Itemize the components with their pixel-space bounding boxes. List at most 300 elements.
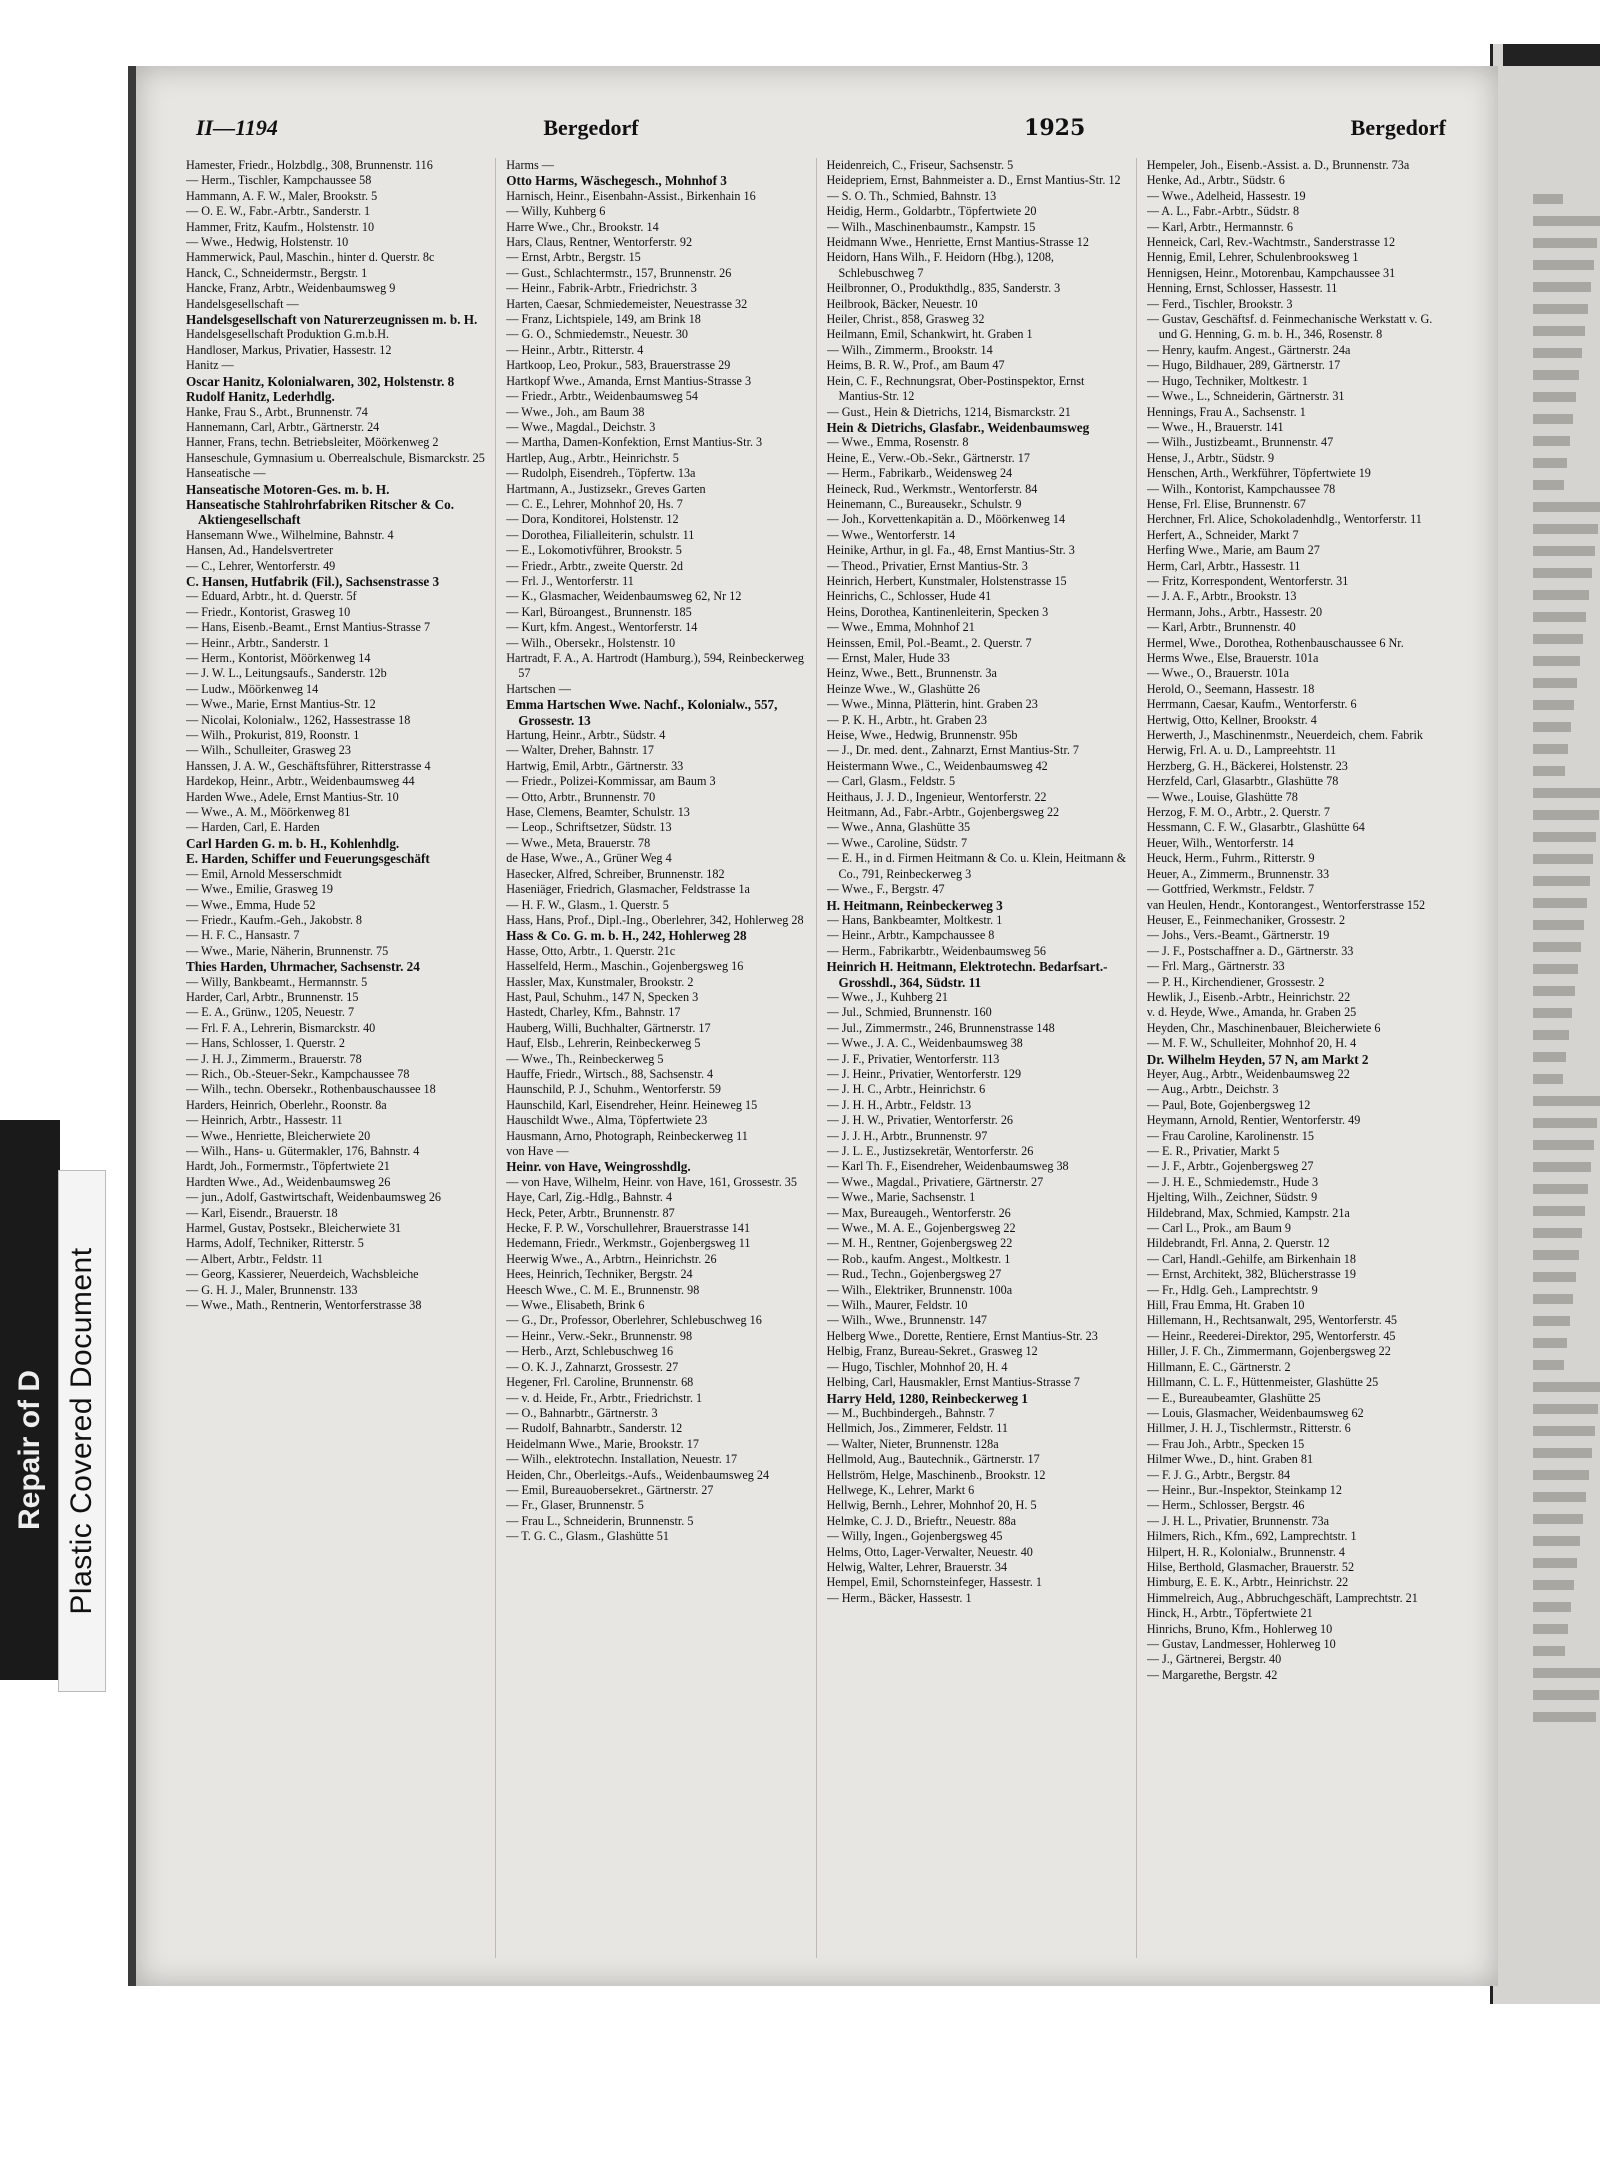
directory-entry: Heinrichs, C., Schlosser, Hude 41: [826, 589, 992, 604]
directory-entry: — J. W. L., Leitungsaufs., Sanderstr. 12b: [186, 666, 387, 681]
directory-entry: — Ferd., Tischler, Brookstr. 3: [1146, 296, 1293, 311]
directory-entry: Hase, Clemens, Beamter, Schulstr. 13: [506, 805, 690, 820]
directory-entry: Himmelreich, Aug., Abbruchgeschäft, Lamprechtstr. 21: [1146, 1590, 1418, 1605]
directory-entry: — Herm., Fabrikarb., Weidensweg 24: [826, 466, 1013, 481]
directory-entry: — Rich., Ob.-Steuer-Sekr., Kampchaussee 78: [186, 1066, 410, 1081]
directory-columns: [186, 158, 1456, 1958]
directory-entry: — O. E. W., Fabr.-Arbtr., Sanderstr. 1: [186, 204, 371, 219]
directory-entry: Harre Wwe., Chr., Brookstr. 14: [506, 219, 659, 234]
directory-entry: — Wwe., Math., Rentnerin, Wentorferstrasse 38: [186, 1298, 422, 1313]
facing-page-line: [1533, 1250, 1579, 1260]
directory-entry: — Georg, Kassierer, Neuerdeich, Wachsbleiche: [186, 1267, 419, 1282]
directory-entry: Henschen, Arth., Werkführer, Töpfertwiete 19: [1146, 466, 1371, 481]
directory-entry: Heinssen, Emil, Pol.-Beamt., 2. Querstr. 7: [826, 635, 1032, 650]
facing-page-line: [1533, 370, 1579, 380]
directory-entry: — O., Bahnarbtr., Gärtnerstr. 3: [506, 1405, 658, 1420]
directory-entry: Hammann, A. F. W., Maler, Brookstr. 5: [186, 188, 378, 203]
directory-entry: — Rud., Techn., Gojenbergsweg 27: [826, 1267, 1002, 1282]
directory-entry: — Dora, Konditorei, Holstenstr. 12: [506, 512, 679, 527]
directory-entry: Hardekop, Heinr., Arbtr., Weidenbaumsweg 44: [186, 774, 415, 789]
directory-entry: Hempeler, Joh., Eisenb.-Assist. a. D., Brunnenstr. 73a: [1146, 158, 1410, 172]
directory-entry: Hauf, Elsb., Lehrerin, Reinbeckerweg 5: [506, 1036, 701, 1051]
facing-page-line: [1533, 1052, 1566, 1062]
directory-entry: Hass, Hans, Prof., Dipl.-Ing., Oberlehrer, 342, Hohlerweg 28: [506, 912, 804, 927]
directory-entry: — Hugo, Bildhauer, 289, Gärtnerstr. 17: [1146, 358, 1341, 373]
directory-entry: — Herm., Kontorist, Möörkenweg 14: [186, 651, 371, 665]
directory-entry: — Wwe., A. M., Möörkenweg 81: [186, 805, 351, 820]
directory-column-2: [506, 158, 816, 1958]
directory-entry: — von Have, Wilhelm, Heinr. von Have, 161, Grossestr. 35: [506, 1174, 797, 1189]
directory-entry: — Wilh., techn. Obersekr., Rothenbauschaussee 18: [186, 1082, 436, 1097]
directory-entry: — Herm., Schlosser, Bergstr. 46: [1146, 1498, 1305, 1513]
directory-entry: Herzfeld, Carl, Glasarbtr., Glashütte 78: [1146, 774, 1339, 789]
directory-entry: Hanseatische —: [186, 466, 266, 481]
directory-entry: Hamester, Friedr., Holzbdlg., 308, Brunnenstr. 116: [186, 158, 433, 172]
directory-entry: — Heinr., Reederei-Direktor, 295, Wentorferstr. 45: [1146, 1328, 1396, 1343]
facing-page-line: [1533, 326, 1585, 336]
directory-entry: C. Hansen, Hutfabrik (Fil.), Sachsenstrasse 3: [186, 573, 440, 589]
directory-column-3: [827, 158, 1137, 1958]
directory-entry: — H. F. C., Hansastr. 7: [186, 928, 300, 943]
directory-entry: Heilbrook, Bäcker, Neuestr. 10: [826, 296, 978, 311]
facing-page-line: [1533, 1646, 1565, 1656]
directory-entry: — Wwe., Hedwig, Holstenstr. 10: [186, 235, 349, 250]
directory-entry: — Wilh., Prokurist, 819, Roonstr. 1: [186, 728, 360, 743]
directory-entry: — Friedr., Polizei-Kommissar, am Baum 3: [506, 774, 716, 789]
directory-entry: Hilpert, H. R., Kolonialw., Brunnenstr. 4: [1146, 1544, 1346, 1559]
directory-entry: Heidenreich, C., Friseur, Sachsenstr. 5: [826, 158, 1014, 172]
facing-page-line: [1533, 876, 1590, 886]
directory-entry: — Gottfried, Werkmstr., Feldstr. 7: [1146, 882, 1315, 897]
directory-entry: Heinz, Wwe., Bett., Brunnenstr. 3a: [826, 666, 997, 681]
directory-entry: — Wilh., Kontorist, Kampchaussee 78: [1146, 481, 1336, 496]
plastic-covered-text: Plastic Covered Document: [65, 1247, 98, 1615]
facing-page-line: [1533, 1514, 1583, 1524]
directory-entry: — F. J. G., Arbtr., Bergstr. 84: [1146, 1467, 1291, 1482]
directory-entry: Hellström, Helge, Maschinenb., Brookstr. 12: [826, 1467, 1046, 1482]
directory-entry: — Wwe., M. A. E., Gojenbergsweg 22: [826, 1221, 1016, 1236]
directory-entry: Heyden, Chr., Maschinenbauer, Bleicherwiete 6: [1146, 1020, 1381, 1035]
directory-entry: — Carl, Glasm., Feldstr. 5: [826, 774, 956, 789]
directory-entry: Heuer, Wilh., Wentorferstr. 14: [1146, 835, 1294, 850]
facing-page-line: [1533, 502, 1600, 512]
directory-entry: — Herm., Tischler, Kampchaussee 58: [186, 173, 372, 188]
directory-entry: Hessmann, C. F. W., Glasarbtr., Glashütte 64: [1146, 820, 1365, 835]
directory-entry: — J. H. C., Arbtr., Heinrichstr. 6: [826, 1082, 986, 1097]
directory-entry: — Friedr., Kaufm.-Geh., Jakobstr. 8: [186, 912, 363, 927]
facing-page-line: [1533, 1272, 1576, 1282]
directory-entry: Helbing, Carl, Hausmakler, Ernst Mantius-Strasse 7: [826, 1375, 1080, 1390]
directory-entry: — jun., Adolf, Gastwirtschaft, Weidenbaumsweg 26: [186, 1190, 442, 1205]
directory-entry: — Johs., Vers.-Beamt., Gärtnerstr. 19: [1146, 928, 1330, 943]
directory-entry: — Hugo, Techniker, Moltkestr. 1: [1146, 373, 1308, 388]
facing-page-line: [1533, 942, 1581, 952]
facing-page-line: [1533, 216, 1600, 226]
directory-entry: Heymann, Arnold, Rentier, Wentorferstr. 49: [1146, 1113, 1361, 1128]
directory-entry: Heinrich H. Heitmann, Elektrotechn. Bedarfsart.-Grosshdl., 364, Südstr. 11: [826, 959, 1108, 990]
directory-entry: — Friedr., Arbtr., Weidenbaumsweg 54: [506, 389, 698, 404]
directory-entry: Heerwig Wwe., A., Arbtrn., Heinrichstr. 26: [506, 1251, 717, 1266]
directory-entry: — G. O., Schmiedemstr., Neuestr. 30: [506, 327, 689, 342]
directory-entry: Hermann, Johs., Arbtr., Hassestr. 20: [1146, 604, 1323, 619]
directory-entry: Handelsgesellschaft Produktion G.m.b.H.: [186, 327, 390, 342]
facing-page-line: [1533, 1690, 1599, 1700]
directory-entry: — J. H. L., Privatier, Brunnenstr. 73a: [1146, 1513, 1330, 1528]
directory-entry: — O. K. J., Zahnarzt, Grossestr. 27: [506, 1359, 679, 1374]
directory-entry: Harms, Adolf, Techniker, Ritterstr. 5: [186, 1236, 364, 1251]
facing-page-line: [1533, 1602, 1571, 1612]
directory-column-1: [186, 158, 496, 1958]
page-number: II—1194: [196, 115, 278, 140]
directory-entry: Hecke, F. P. W., Vorschullehrer, Brauerstrasse 141: [506, 1221, 751, 1236]
directory-entry: Herzberg, G. H., Bäckerei, Holstenstr. 23: [1146, 758, 1348, 773]
directory-entry: — Hugo, Tischler, Mohnhof 20, H. 4: [826, 1359, 1008, 1374]
directory-entry: Heidmann Wwe., Henriette, Ernst Mantius-Strasse 12: [826, 235, 1089, 250]
directory-entry: Haseniäger, Friedrich, Glasmacher, Feldstrasse 1a: [506, 882, 750, 897]
facing-page-line: [1533, 1558, 1577, 1568]
directory-entry: — Karl, Büroangest., Brunnenstr. 185: [506, 604, 692, 619]
directory-entry: Hinck, H., Arbtr., Töpfertwiete 21: [1146, 1606, 1313, 1621]
directory-entry: — Carl, Handl.-Gehilfe, am Birkenhain 18: [1146, 1251, 1356, 1266]
facing-page-line: [1533, 1470, 1589, 1480]
directory-entry: — J. H. E., Schmiedemstr., Hude 3: [1146, 1174, 1319, 1189]
facing-page-line: [1533, 1008, 1572, 1018]
header-place-right: Bergedorf: [1350, 115, 1446, 140]
facing-page-line: [1533, 986, 1575, 996]
directory-entry: Hilmers, Rich., Kfm., 692, Lamprechtstr. 1: [1146, 1529, 1357, 1544]
directory-entry: — Hans, Bankbeamter, Moltkestr. 1: [826, 912, 1003, 927]
directory-entry: Heidelmann Wwe., Marie, Brookstr. 17: [506, 1436, 699, 1451]
facing-page-line: [1533, 1404, 1598, 1414]
directory-entry: — Wwe., Henriette, Bleicherwiete 20: [186, 1128, 371, 1143]
facing-page-line: [1533, 612, 1586, 622]
facing-page-line: [1533, 1140, 1594, 1150]
directory-entry: Hansen, Ad., Handelsvertreter: [186, 543, 334, 558]
directory-entry: — Willy, Kuhberg 6: [506, 204, 606, 219]
facing-page-line: [1533, 480, 1564, 490]
directory-entry: Herrmann, Caesar, Kaufm., Wentorferstr. 6: [1146, 697, 1357, 712]
directory-entry: Rudolf Hanitz, Lederhdlg.: [186, 389, 335, 405]
directory-entry: Haunschild, P. J., Schuhm., Wentorferstr. 59: [506, 1082, 722, 1097]
directory-entry: — Herm., Fabrikarbtr., Weidenbaumsweg 56: [826, 943, 1046, 958]
directory-entry: — Frl. F. A., Lehrerin, Bismarckstr. 40: [186, 1020, 376, 1035]
directory-entry: — Wwe., Emma, Rosenstr. 8: [826, 435, 969, 450]
directory-entry: Henneick, Carl, Rev.-Wachtmstr., Sanderstrasse 12: [1146, 235, 1396, 250]
facing-page-line: [1533, 194, 1563, 204]
directory-entry: Emma Hartschen Wwe. Nachf., Kolonialw., 557, Grossestr. 13: [506, 697, 778, 728]
directory-entry: Heitmann, Ad., Fabr.-Arbtr., Gojenbergsweg 22: [826, 805, 1060, 820]
directory-entry: — Wwe., H., Brauerstr. 141: [1146, 419, 1284, 434]
facing-page-line: [1533, 1492, 1586, 1502]
directory-entry: Heine, E., Verw.-Ob.-Sekr., Gärtnerstr. 17: [826, 450, 1030, 465]
directory-entry: Hanitz —: [186, 358, 234, 373]
facing-page-line: [1533, 436, 1570, 446]
directory-entry: — Wwe., Minna, Plätterin, hint. Graben 23: [826, 697, 1038, 712]
directory-entry: Hartung, Heinr., Arbtr., Südstr. 4: [506, 728, 666, 743]
directory-entry: — Herb., Arzt, Schlebuschweg 16: [506, 1344, 674, 1359]
facing-page-line: [1533, 1316, 1570, 1326]
directory-entry: Hausmann, Arno, Photograph, Reinbeckerweg 11: [506, 1128, 748, 1143]
directory-entry: Hense, J., Arbtr., Südstr. 9: [1146, 450, 1275, 465]
facing-page-line: [1533, 414, 1573, 424]
directory-entry: — J. A. F., Arbtr., Brookstr. 13: [1146, 589, 1297, 604]
directory-entry: Helms, Otto, Lager-Verwalter, Neuestr. 40: [826, 1544, 1033, 1559]
directory-entry: Hasecker, Alfred, Schreiber, Brunnenstr. 182: [506, 866, 725, 881]
directory-entry: Harder, Carl, Arbtr., Brunnenstr. 15: [186, 989, 359, 1004]
directory-entry: — Wwe., Caroline, Südstr. 7: [826, 835, 968, 850]
directory-entry: Hein & Dietrichs, Glasfabr., Weidenbaumsweg: [826, 419, 1090, 435]
facing-page-line: [1533, 1360, 1564, 1370]
directory-entry: Harten, Caesar, Schmiedemeister, Neuestrasse 32: [506, 296, 748, 311]
directory-entry: — E. R., Privatier, Markt 5: [1146, 1144, 1280, 1158]
directory-entry: — J. H. J., Zimmerm., Brauerstr. 78: [186, 1051, 362, 1066]
facing-page-line: [1533, 1118, 1597, 1128]
directory-entry: Hassler, Max, Kunstmaler, Brookstr. 2: [506, 974, 694, 989]
directory-entry: Herfing Wwe., Marie, am Baum 27: [1146, 543, 1320, 558]
directory-entry: Hense, Frl. Elise, Brunnenstr. 67: [1146, 496, 1306, 511]
directory-entry: Hartmann, A., Justizsekr., Greves Garten: [506, 481, 706, 496]
facing-page-line: [1533, 1668, 1600, 1678]
directory-entry: Herold, O., Seemann, Hassestr. 18: [1146, 681, 1315, 696]
directory-entry: Hillmann, C. L. F., Hüttenmeister, Glashütte 25: [1146, 1375, 1379, 1390]
directory-entry: Hildebrandt, Frl. Anna, 2. Querstr. 12: [1146, 1236, 1330, 1251]
directory-entry: — J. J. H., Arbtr., Brunnenstr. 97: [826, 1128, 988, 1143]
directory-entry: — Karl, Eisendr., Brauerstr. 18: [186, 1205, 338, 1220]
directory-entry: Hastedt, Charley, Kfm., Bahnstr. 17: [506, 1005, 681, 1020]
directory-entry: Heims, B. R. W., Prof., am Baum 47: [826, 358, 1005, 373]
directory-entry: — Ernst, Maler, Hude 33: [826, 651, 950, 665]
directory-entry: Hill, Frau Emma, Ht. Graben 10: [1146, 1298, 1305, 1313]
directory-entry: — Frau Joh., Arbtr., Specken 15: [1146, 1436, 1305, 1451]
directory-entry: Herwig, Frl. A. u. D., Lampreehtstr. 11: [1146, 743, 1337, 758]
directory-entry: — Willy, Ingen., Gojenbergsweg 45: [826, 1529, 1003, 1544]
directory-entry: Heidorn, Hans Wilh., F. Heidorn (Hbg.), 1208, Schlebuschweg 7: [826, 250, 1054, 280]
directory-entry: Hanseschule, Gymnasium u. Oberrealschule, Bismarckstr. 25: [186, 450, 485, 465]
directory-entry: — Kurt, kfm. Angest., Wentorferstr. 14: [506, 620, 698, 635]
directory-entry: Heesch Wwe., C. M. E., Brunnenstr. 98: [506, 1282, 700, 1297]
directory-entry: Hars, Claus, Rentner, Wentorferstr. 92: [506, 235, 693, 250]
directory-entry: — Friedr., Kontorist, Grasweg 10: [186, 604, 351, 619]
facing-page-text-lines: [1533, 194, 1600, 1734]
directory-entry: Hass & Co. G. m. b. H., 242, Hohlerweg 28: [506, 928, 747, 944]
directory-entry: — Karl Th. F., Eisendreher, Weidenbaumsweg 38: [826, 1159, 1069, 1174]
facing-page-line: [1533, 700, 1574, 710]
facing-page-line: [1533, 1712, 1596, 1722]
directory-entry: — Wwe., J. A. C., Weidenbaumsweg 38: [826, 1036, 1023, 1051]
directory-entry: — P. H., Kirchendiener, Grossestr. 2: [1146, 974, 1325, 989]
directory-entry: — Wwe., Marie, Näherin, Brunnenstr. 75: [186, 943, 389, 958]
directory-entry: Heinrich, Herbert, Kunstmaler, Holstenstrasse 15: [826, 573, 1067, 588]
facing-page-line: [1533, 766, 1565, 776]
directory-entry: — Jul., Schmied, Brunnenstr. 160: [826, 1005, 992, 1020]
directory-entry: Heck, Peter, Arbtr., Brunnenstr. 87: [506, 1205, 675, 1220]
directory-entry: — Walter, Nieter, Brunnenstr. 128a: [826, 1436, 999, 1451]
directory-entry: — Heinr., Bur.-Inspektor, Steinkamp 12: [1146, 1482, 1342, 1497]
directory-entry: — E., Lokomotivführer, Brookstr. 5: [506, 543, 682, 558]
facing-page-line: [1533, 546, 1595, 556]
directory-entry: Hasselfeld, Herm., Maschin., Gojenbergsweg 16: [506, 959, 744, 974]
directory-entry: Hees, Heinrich, Techniker, Bergstr. 24: [506, 1267, 693, 1282]
directory-entry: — Heinr., Arbtr., Kampchaussee 8: [826, 928, 995, 943]
directory-entry: — Wwe., Anna, Glashütte 35: [826, 820, 971, 835]
directory-entry: — Wilh., Hans- u. Gütermakler, 176, Bahnstr. 4: [186, 1144, 420, 1158]
directory-entry: Heineck, Rud., Werkmstr., Wentorferstr. 84: [826, 481, 1038, 496]
directory-entry: — Ernst, Arbtr., Bergstr. 15: [506, 250, 641, 265]
directory-entry: Hegener, Frl. Caroline, Brunnenstr. 68: [506, 1375, 694, 1390]
directory-entry: Hardt, Joh., Formermstr., Töpfertwiete 21: [186, 1159, 390, 1174]
directory-entry: — Heinr., Arbtr., Ritterstr. 4: [506, 342, 644, 357]
directory-entry: Helmke, C. J. D., Brieftr., Neuestr. 88a: [826, 1513, 1017, 1528]
facing-page-line: [1533, 1448, 1592, 1458]
directory-entry: Hannemann, Carl, Arbtr., Gärtnerstr. 24: [186, 419, 380, 434]
directory-entry: — Louis, Glasmacher, Weidenbaumsweg 62: [1146, 1405, 1364, 1420]
page-header: [196, 110, 1446, 146]
directory-entry: Heidepriem, Ernst, Bahnmeister a. D., Ernst Mantius-Str. 12: [826, 173, 1121, 188]
directory-entry: — Hans, Schlosser, 1. Querstr. 2: [186, 1036, 345, 1051]
directory-entry: — Gustav, Geschäftsf. d. Feinmechanische Werkstatt v. G. und G. Henning, G. m. b. H., 346, Rosenstr. 8: [1146, 312, 1433, 342]
directory-entry: Hellwege, K., Lehrer, Markt 6: [826, 1482, 975, 1497]
directory-entry: Hjelting, Wilh., Zeichner, Südstr. 9: [1146, 1190, 1318, 1205]
directory-entry: Hennigsen, Heinr., Motorenbau, Kampchaussee 31: [1146, 265, 1396, 280]
directory-entry: Handelsgesellschaft —: [186, 296, 299, 311]
directory-entry: Carl Harden G. m. b. H., Kohlenhdlg.: [186, 835, 400, 851]
header-year: 1925: [1024, 115, 1086, 141]
directory-entry: Heise, Wwe., Hedwig, Brunnenstr. 95b: [826, 728, 1018, 743]
directory-entry: Hanssen, J. A. W., Geschäftsführer, Ritterstrasse 4: [186, 758, 431, 773]
directory-column-4: [1147, 158, 1456, 1958]
directory-entry: Hertwig, Otto, Kellner, Brookstr. 4: [1146, 712, 1317, 727]
directory-entry: — Wilh., Wwe., Brunnenstr. 147: [826, 1313, 988, 1328]
facing-page-line: [1533, 238, 1597, 248]
directory-entry: Hermel, Wwe., Dorothea, Rothenbauschaussee 6 Nr.: [1146, 635, 1404, 650]
directory-entry: Haunschild, Karl, Eisendreher, Heinr. Heineweg 15: [506, 1097, 758, 1112]
directory-entry: Heiden, Chr., Oberleitgs.-Aufs., Weidenbaumsweg 24: [506, 1467, 770, 1482]
directory-entry: — Rudolf, Bahnarbtr., Sanderstr. 12: [506, 1421, 683, 1436]
directory-entry: Oscar Hanitz, Kolonialwaren, 302, Holstenstr. 8: [186, 373, 455, 389]
directory-entry: Hancke, Franz, Arbtr., Weidenbaumsweg 9: [186, 281, 396, 296]
directory-entry: Heidig, Herm., Goldarbtr., Töpfertwiete 20: [826, 204, 1037, 219]
facing-page-line: [1533, 1426, 1595, 1436]
directory-entry: — v. d. Heide, Fr., Arbtr., Friedrichstr. 1: [506, 1390, 703, 1405]
directory-entry: Hiller, J. F. Ch., Zimmermann, Gojenbergsweg 22: [1146, 1344, 1391, 1359]
directory-entry: — Fr., Glaser, Brunnenstr. 5: [506, 1498, 644, 1513]
directory-entry: Hauberg, Willi, Buchhalter, Gärtnerstr. 17: [506, 1020, 711, 1035]
directory-entry: Herwerth, J., Maschinenmstr., Neuerdeich, chem. Fabrik: [1146, 728, 1423, 743]
directory-entry: v. d. Heyde, Wwe., Amanda, hr. Graben 25: [1146, 1005, 1357, 1020]
directory-entry: — Wwe., F., Bergstr. 47: [826, 882, 945, 897]
directory-entry: — J. L. E., Justizsekretär, Wentorferstr. 26: [826, 1144, 1034, 1158]
directory-entry: von Have —: [506, 1144, 569, 1158]
directory-entry: Herzog, F. M. O., Arbtr., 2. Querstr. 7: [1146, 805, 1330, 820]
facing-page-line: [1533, 788, 1600, 798]
directory-entry: Dr. Wilhelm Heyden, 57 N, am Markt 2: [1146, 1051, 1369, 1067]
directory-entry: — Wilh., Maschinenbaumstr., Kampstr. 15: [826, 219, 1036, 234]
directory-entry: — Emil, Arnold Messerschmidt: [186, 866, 342, 881]
directory-entry: — J. Heinr., Privatier, Wentorferstr. 129: [826, 1066, 1022, 1081]
directory-entry: — Wwe., L., Schneiderin, Gärtnerstr. 31: [1146, 389, 1345, 404]
directory-entry: — Wwe., O., Brauerstr. 101a: [1146, 666, 1290, 681]
facing-page-line: [1533, 1338, 1567, 1348]
directory-entry: — Karl, Arbtr., Brunnenstr. 40: [1146, 620, 1296, 635]
directory-entry: Hammerwick, Paul, Maschin., hinter d. Querstr. 8c: [186, 250, 435, 265]
directory-entry: Hennig, Emil, Lehrer, Schulenbrooksweg 1: [1146, 250, 1359, 265]
directory-entry: — J. F., Arbtr., Gojenbergsweg 27: [1146, 1159, 1314, 1174]
directory-entry: — Fritz, Korrespondent, Wentorferstr. 31: [1146, 573, 1349, 588]
directory-entry: E. Harden, Schiffer und Feuerungsgeschäft: [186, 851, 430, 867]
directory-entry: — Paul, Bote, Gojenbergsweg 12: [1146, 1097, 1311, 1112]
directory-entry: — Heinr., Arbtr., Sanderstr. 1: [186, 635, 330, 650]
facing-page-line: [1533, 1096, 1600, 1106]
directory-entry: — Willy, Bankbeamt., Hermannstr. 5: [186, 974, 368, 989]
directory-entry: — Emil, Bureauobersekret., Gärtnerstr. 27: [506, 1482, 714, 1497]
facing-page-line: [1533, 1228, 1582, 1238]
directory-entry: — Gust., Hein & Dietrichs, 1214, Bismarckstr. 21: [826, 404, 1071, 419]
directory-entry: Thies Harden, Uhrmacher, Sachsenstr. 24: [186, 959, 420, 975]
directory-entry: — Friedr., Arbtr., zweite Querstr. 2d: [506, 558, 683, 573]
directory-entry: — K., Glasmacher, Weidenbaumsweg 62, Nr 12: [506, 589, 742, 604]
facing-page-line: [1533, 678, 1577, 688]
directory-entry: — Wilh., Justizbeamt., Brunnenstr. 47: [1146, 435, 1334, 450]
facing-page-line: [1533, 832, 1596, 842]
directory-entry: Heuck, Herm., Fuhrm., Ritterstr. 9: [1146, 851, 1315, 866]
directory-entry: — M., Buchbindergeh., Bahnstr. 7: [826, 1405, 995, 1420]
directory-entry: Hartwig, Emil, Arbtr., Gärtnerstr. 33: [506, 758, 684, 773]
header-place-left: Bergedorf: [543, 115, 639, 140]
directory-entry: — P. K. H., Arbtr., ht. Graben 23: [826, 712, 987, 727]
facing-page-line: [1533, 1536, 1580, 1546]
directory-entry: — Henry, kaufm. Angest., Gärtnerstr. 24a: [1146, 342, 1351, 357]
directory-entry: Hardten Wwe., Ad., Weidenbaumsweg 26: [186, 1174, 391, 1189]
directory-entry: Hanseatische Stahlrohrfabriken Ritscher & Co. Aktiengesellschaft: [186, 496, 455, 528]
facing-page-line: [1533, 1382, 1600, 1392]
directory-entry: — Joh., Korvettenkapitän a. D., Möörkenweg 14: [826, 512, 1066, 527]
directory-entry: Haye, Carl, Zig.-Hdlg., Bahnstr. 4: [506, 1190, 673, 1205]
directory-entry: Helbig, Franz, Bureau-Sekret., Grasweg 12: [826, 1344, 1038, 1359]
directory-entry: Hillmann, E. C., Gärtnerstr. 2: [1146, 1359, 1291, 1374]
directory-entry: Harnisch, Heinr., Eisenbahn-Assist., Birkenhain 16: [506, 188, 756, 203]
directory-entry: Hennings, Frau A., Sachsenstr. 1: [1146, 404, 1306, 419]
spine-label-text: Repair of D: [13, 1369, 46, 1531]
directory-entry: — Harden, Carl, E. Harden: [186, 820, 320, 835]
facing-page-line: [1533, 1030, 1569, 1040]
directory-entry: — Max, Bureaugeh., Wentorferstr. 26: [826, 1205, 1011, 1220]
directory-entry: van Heulen, Hendr., Kontorangest., Wentorferstrasse 152: [1146, 897, 1426, 912]
directory-entry: Heyer, Aug., Arbtr., Weidenbaumsweg 22: [1146, 1066, 1350, 1081]
facing-page-line: [1533, 348, 1582, 358]
directory-entry: — Leop., Schriftsetzer, Südstr. 13: [506, 820, 672, 835]
facing-page-line: [1533, 282, 1591, 292]
directory-entry: Heuser, E., Feinmechaniker, Grossestr. 2: [1146, 912, 1346, 927]
directory-entry: Heiler, Christ., 858, Grasweg 32: [826, 312, 985, 327]
directory-entry: — Wwe., Emilie, Grasweg 19: [186, 882, 334, 897]
directory-entry: Hanke, Frau S., Arbt., Brunnenstr. 74: [186, 404, 368, 419]
directory-entry: de Hase, Wwe., A., Grüner Weg 4: [506, 851, 672, 866]
directory-entry: — Ludw., Möörkenweg 14: [186, 681, 319, 696]
facing-page-line: [1533, 1624, 1568, 1634]
directory-entry: — Wwe., Wentorferstr. 14: [826, 527, 956, 542]
directory-entry: Hilse, Berthold, Glasmacher, Brauerstr. 52: [1146, 1559, 1355, 1574]
directory-entry: Hildebrand, Max, Schmied, Kampstr. 21a: [1146, 1205, 1350, 1220]
directory-entry: — J. H. W., Privatier, Wentorferstr. 26: [826, 1113, 1014, 1128]
directory-entry: Hempel, Emil, Schornsteinfeger, Hassestr. 1: [826, 1575, 1042, 1590]
directory-entry: Heinr. von Have, Weingrosshdlg.: [506, 1159, 691, 1175]
directory-entry: Heinze Wwe., W., Glashütte 26: [826, 681, 980, 696]
directory-entry: — Jul., Zimmermstr., 246, Brunnenstrasse 148: [826, 1020, 1055, 1035]
plastic-covered-label: [58, 1170, 106, 1692]
facing-page-line: [1533, 744, 1568, 754]
directory-entry: — Wwe., Marie, Sachsenstr. 1: [826, 1190, 976, 1205]
directory-entry: Hauschildt Wwe., Alma, Töpfertwiete 23: [506, 1113, 708, 1128]
